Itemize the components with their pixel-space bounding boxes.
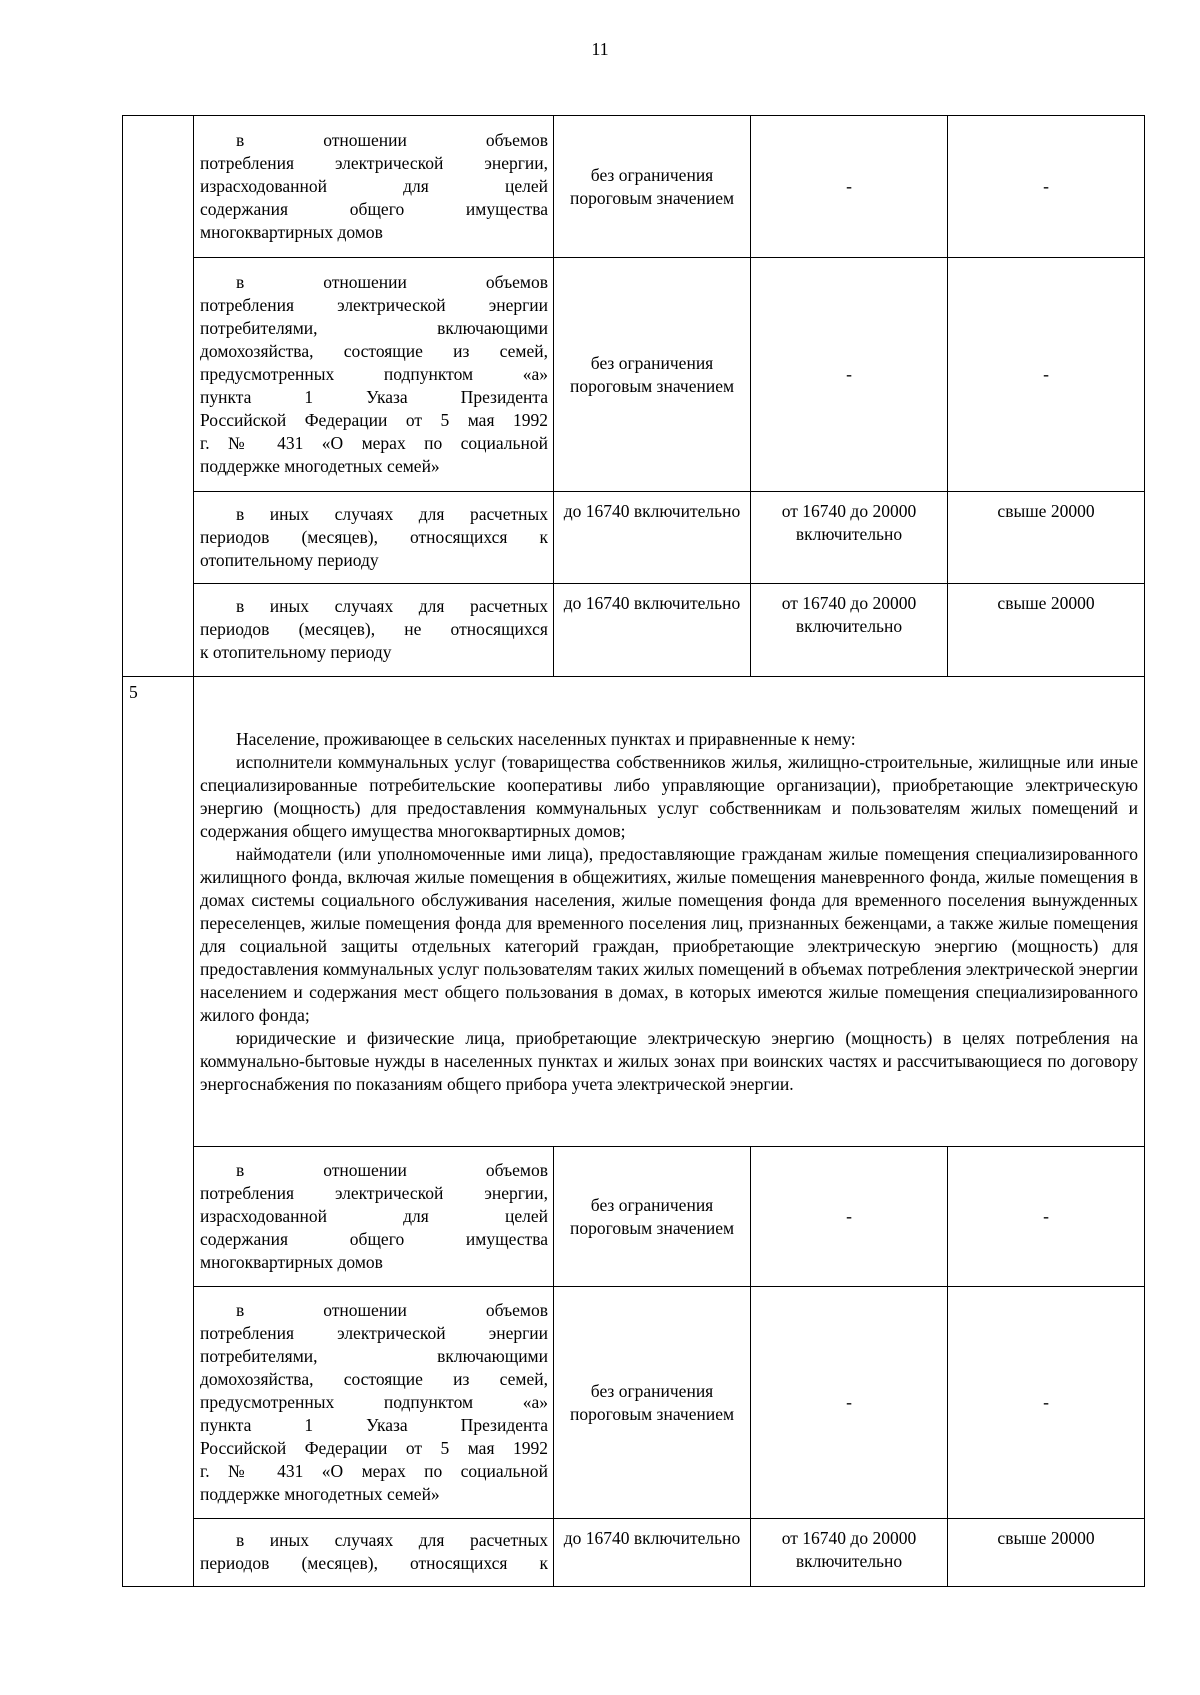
section-paragraph: юридические и физические лица, приобретающие электрическую энергию (мощность) в целях потребления на коммунально-бытовые нужды в населенных пунктах и жилых зонах при воинских частях и рассчитывающиеся по договору энергоснабжения по показаниям общего прибора учета электрической энергии. xyxy=(200,1027,1138,1094)
table-row xyxy=(123,1287,1145,1519)
table-row xyxy=(123,1147,1145,1287)
section-paragraph: наймодатели (или уполномоченные ими лица), предоставляющие гражданам жилые помещения специализированного жилищного фонда, включая жилые помещения в общежитиях, жилые помещения маневренного фонда, жилые помещения в домах системы социального обслуживания населения, жилые помещения фонда для временного поселения вынужденных переселенцев, жилые помещения фонда для временного поселения лиц, признанных беженцами, а также жилые помещения для социальной защиты отдельных категорий граждан, приобретающие электрическую энергию (мощность) для предоставления коммунальных услуг пользователям таких жилых помещений в объемах потребления электрической энергии населением и содержания мест общего пользования в домах, в которых имеются жилые помещения специализированного жилого фонда; xyxy=(200,843,1138,1025)
section-row xyxy=(123,677,1145,1147)
threshold-low: без ограничения пороговым значением xyxy=(554,258,751,492)
row-number-cell xyxy=(123,116,194,677)
tariff-table xyxy=(122,115,1145,1587)
section-description xyxy=(194,677,1145,1147)
threshold-low: до 16740 включительно xyxy=(554,1519,751,1587)
table-row xyxy=(123,584,1145,677)
threshold-low: без ограничения пороговым значением xyxy=(554,1287,751,1519)
table-row xyxy=(123,258,1145,492)
threshold-high: свыше 20000 xyxy=(948,1519,1145,1587)
threshold-high: - xyxy=(948,1287,1145,1519)
row-description: в отношении объемов потребления электрической энергии, израсходованной для целей содержания общего имущества многоквартирных домов xyxy=(194,116,554,258)
row-description: в отношении объемов потребления электрической энергии потребителями, включающими домохозяйства, состоящие из семей, предусмотренных подпунктом «а» пункта 1 Указа Президента Российской Федерации от 5 мая 1992 г. № 431 «О мерах по социальной поддержке многодетных семей» xyxy=(194,258,554,492)
row-number-cell xyxy=(123,677,194,1587)
threshold-high: свыше 20000 xyxy=(948,584,1145,677)
threshold-mid: от 16740 до 20000 включительно xyxy=(751,584,948,677)
section-number: 5 xyxy=(129,682,138,702)
threshold-high: - xyxy=(948,116,1145,258)
threshold-high: - xyxy=(948,1147,1145,1287)
row-description: в иных случаях для расчетных периодов (месяцев), не относящихся к отопительному периоду xyxy=(194,584,554,677)
threshold-mid: от 16740 до 20000 включительно xyxy=(751,1519,948,1587)
table-row xyxy=(123,1519,1145,1587)
section-paragraph: исполнители коммунальных услуг (товарищества собственников жилья, жилищно-строительные, жилищные или иные специализированные потребительские кооперативы либо управляющие организации), приобретающие электрическую энергию (мощность) для предоставления коммунальных услуг собственникам и пользователям жилых помещений и содержания общего имущества многоквартирных домов; xyxy=(200,751,1138,841)
threshold-high: свыше 20000 xyxy=(948,492,1145,584)
threshold-mid: - xyxy=(751,258,948,492)
threshold-low: до 16740 включительно xyxy=(554,584,751,677)
threshold-mid: - xyxy=(751,1147,948,1287)
row-description: в отношении объемов потребления электрической энергии потребителями, включающими домохозяйства, состоящие из семей, предусмотренных подпунктом «а» пункта 1 Указа Президента Российской Федерации от 5 мая 1992 г. № 431 «О мерах по социальной поддержке многодетных семей» xyxy=(194,1287,554,1519)
row-description: в иных случаях для расчетных периодов (месяцев), относящихся к xyxy=(194,1519,554,1587)
threshold-low: без ограничения пороговым значением xyxy=(554,1147,751,1287)
threshold-low: до 16740 включительно xyxy=(554,492,751,584)
threshold-mid: - xyxy=(751,116,948,258)
table-row xyxy=(123,116,1145,258)
threshold-mid: от 16740 до 20000 включительно xyxy=(751,492,948,584)
section-heading: Население, проживающее в сельских населенных пунктах и приравненные к нему: xyxy=(236,728,856,749)
threshold-mid: - xyxy=(751,1287,948,1519)
page-number: 11 xyxy=(591,39,609,59)
row-description: в иных случаях для расчетных периодов (месяцев), относящихся к отопительному периоду xyxy=(194,492,554,584)
threshold-low: без ограничения пороговым значением xyxy=(554,116,751,258)
row-description: в отношении объемов потребления электрической энергии, израсходованной для целей содержания общего имущества многоквартирных домов xyxy=(194,1147,554,1287)
threshold-high: - xyxy=(948,258,1145,492)
table-row xyxy=(123,492,1145,584)
